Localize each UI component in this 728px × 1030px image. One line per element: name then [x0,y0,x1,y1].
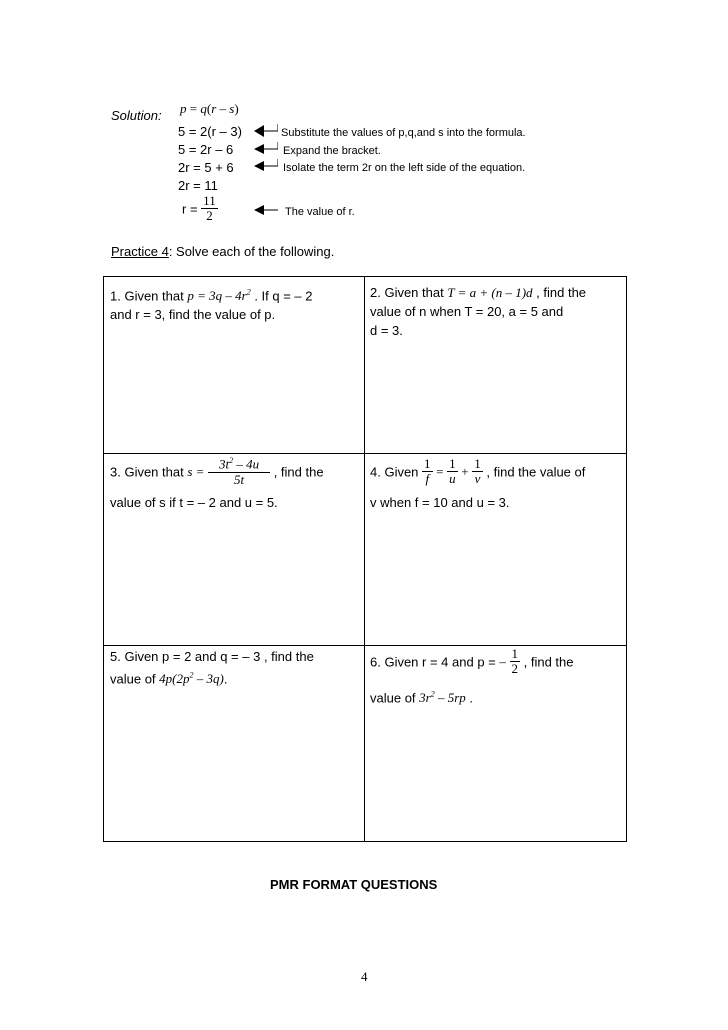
solution-step: 5 = 2(r – 3) [178,124,242,139]
grid-divider [104,645,626,646]
page-number: 4 [361,969,368,984]
solution-formula: p = q(r – s) [180,101,239,116]
solution-note: Expand the bracket. [283,145,381,157]
question-1: 1. Given that $p = 3q - 4r^2$ . If q = – 2 and r = 3, find the value of p. [110,288,313,323]
solution-step: 2r = 11 [178,178,218,193]
grid-divider [364,277,365,841]
pmr-heading: PMR FORMAT QUESTIONS [270,877,438,892]
solution-note: The value of r. [285,206,355,218]
solution-note: Substitute the values of p,q,and s into the formula. [281,127,526,139]
q3-fraction: $\frac{3t^2 - 4u}{5t}$ [208,457,270,487]
q4-fraction-f: $\frac{1}{f}$ [424,456,431,487]
solution-step: 2r = 5 + 6 [178,160,234,175]
q6-formula: $3r^2 - 5rp$ [419,690,466,706]
q1-formula: $p = 3q - 4r^2$ [187,288,251,304]
q4-fraction-v: $\frac{1}{v}$ [474,456,481,487]
practice-heading: Practice 4: Solve each of the following. [111,244,335,259]
left-arrow-icon [254,159,278,173]
question-6: 6. Given r = 4 and p = – $\frac{1}{2}$ , find the [370,646,574,677]
q2-formula: T = a + (n – 1)d [447,285,533,300]
solution-final: r = $\frac{11}{2}$ [182,193,216,224]
question-3: 3. Given that s = $\frac{3t^2 - 4u}{5t}$ , find the [110,456,324,487]
solution-note: Isolate the term 2r on the left side of the equation. [283,162,526,174]
questions-grid [103,276,627,842]
question-6-line2: value of $3r^2 - 5rp$ . [370,690,474,706]
q6-fraction: $\frac{1}{2}$ [511,646,518,677]
question-2: 2. Given that T = a + (n – 1)d , find the value of n when T = 20, a = 5 and d = 3. [370,285,587,338]
question-3-line2: value of s if t = – 2 and u = 5. [110,495,278,510]
question-4: 4. Given $\frac{1}{f}$ = $\frac{1}{u}$ + $\frac{1}{v}$ , find the value of [370,456,586,487]
q4-fraction-u: $\frac{1}{u}$ [449,456,456,487]
left-arrow-icon [254,124,278,138]
left-arrow-icon [254,142,278,156]
question-4-line2: v when f = 10 and u = 3. [370,495,510,510]
solution-step: 5 = 2r – 6 [178,142,234,157]
grid-divider [104,453,626,454]
solution-label: Solution: [111,108,162,123]
q5-formula: $4p(2p^2 - 3q)$ [159,671,224,687]
left-arrow-icon [254,203,278,217]
question-5: 5. Given p = 2 and q = – 3 , find the value of $4p(2p^2 - 3q)$. [110,649,314,687]
